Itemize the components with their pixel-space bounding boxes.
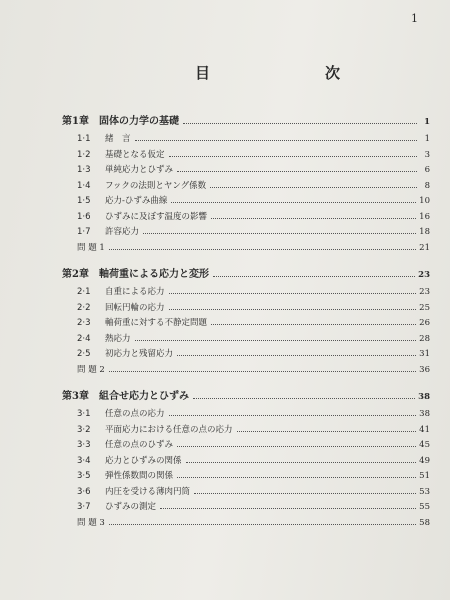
- section-number: 3·4: [77, 455, 91, 466]
- section-title: 弾性係数間の関係: [105, 471, 174, 481]
- dot-leader: [177, 171, 417, 172]
- section-entry: [77, 332, 430, 348]
- dot-leader: [177, 477, 416, 478]
- section-title: 単純応力とひずみ: [105, 165, 174, 175]
- section-entry: [77, 179, 430, 195]
- section-number: 3·5: [77, 471, 91, 481]
- section-page: 26: [419, 318, 430, 328]
- section-number: 1·7: [77, 227, 91, 237]
- dot-leader: [177, 355, 416, 356]
- section-title: 内圧を受ける薄肉円筒: [105, 486, 191, 497]
- section-page: 55: [419, 502, 430, 512]
- section-title: 応力-ひずみ曲線: [105, 196, 168, 206]
- problems-page: 21: [419, 242, 430, 253]
- section-entry: [77, 469, 430, 485]
- section-number: 3·1: [77, 409, 91, 419]
- section-title: 応力とひずみの関係: [105, 455, 182, 466]
- section-page: 28: [419, 333, 430, 344]
- section-page: 8: [424, 180, 430, 191]
- section-page: 3: [424, 149, 430, 160]
- section-page: 41: [419, 424, 430, 435]
- section-number: 3·3: [77, 440, 91, 450]
- section-number: 1·1: [77, 134, 91, 144]
- section-entry: [77, 301, 430, 317]
- section-number: 1·6: [77, 211, 91, 222]
- section-page: 49: [419, 455, 430, 466]
- dot-leader: [169, 156, 417, 157]
- dot-leader: [169, 309, 417, 310]
- section-entry: [77, 407, 430, 423]
- section-title: ひずみに及ぼす温度の影響: [105, 211, 208, 222]
- section-number: 2·3: [77, 318, 91, 328]
- section-number: 2·2: [77, 302, 91, 313]
- dot-leader: [237, 431, 417, 432]
- dot-leader: [194, 493, 416, 494]
- dot-leader: [135, 340, 417, 341]
- section-title: 基礎となる仮定: [105, 149, 165, 160]
- problems-page: 36: [419, 364, 430, 375]
- section-entry: [77, 148, 430, 164]
- section-title: 回転円輪の応力: [105, 302, 165, 313]
- chapter-title: 第1章 固体の力学の基礎: [62, 116, 179, 127]
- problems-label: 問 題 2: [77, 364, 105, 375]
- section-entry: [77, 485, 430, 501]
- chapter-title: 第2章 軸荷重による応力と変形: [62, 269, 209, 280]
- section-number: 1·5: [77, 196, 91, 206]
- chapter-page: 1: [424, 117, 430, 127]
- section-title: 緒 言: [105, 134, 131, 144]
- section-page: 1: [424, 134, 430, 144]
- dot-leader: [210, 187, 417, 188]
- problems-label: 問 題 1: [77, 242, 105, 253]
- section-number: 2·4: [77, 333, 91, 344]
- section-number: 3·2: [77, 424, 91, 435]
- section-title: 軸荷重に対する不静定問題: [105, 318, 208, 328]
- dot-leader: [211, 218, 416, 219]
- dot-leader: [213, 276, 415, 277]
- dot-leader: [186, 462, 417, 463]
- section-entry: [77, 132, 430, 148]
- section-title: 任意の点のひずみ: [105, 440, 174, 450]
- section-title: 熱応力: [105, 333, 131, 344]
- table-of-contents: [62, 112, 430, 531]
- dot-leader: [171, 202, 416, 203]
- section-entry: [77, 163, 430, 179]
- dot-leader: [169, 415, 417, 416]
- chapter-page: 38: [418, 392, 430, 402]
- section-page: 23: [419, 287, 430, 297]
- section-title: フックの法則とヤング係数: [105, 180, 207, 191]
- dot-leader: [177, 446, 416, 447]
- dot-leader: [169, 293, 417, 294]
- section-number: 1·3: [77, 165, 91, 175]
- dot-leader: [193, 398, 415, 399]
- section-entry: [77, 500, 430, 516]
- section-entry: [77, 225, 430, 241]
- section-number: 2·1: [77, 287, 91, 297]
- section-page: 45: [419, 440, 430, 450]
- section-entry: [77, 347, 430, 363]
- section-page: 53: [419, 486, 430, 497]
- section-number: 1·4: [77, 180, 91, 191]
- section-title: 初応力と残留応力: [105, 349, 174, 359]
- problems-label: 問 題 3: [77, 517, 105, 528]
- section-page: 38: [419, 409, 430, 419]
- section-page: 10: [419, 196, 430, 206]
- dot-leader: [211, 324, 416, 325]
- section-title: ひずみの測定: [105, 502, 157, 512]
- section-entry: [77, 423, 430, 439]
- section-entry: [77, 285, 430, 301]
- section-entry: [77, 194, 430, 210]
- section-title: 平面応力における任意の点の応力: [105, 424, 233, 435]
- dot-leader: [160, 508, 416, 509]
- section-title: 自重による応力: [105, 287, 165, 297]
- section-entry: [77, 210, 430, 226]
- section-number: 3·7: [77, 502, 91, 512]
- section-page: 16: [419, 211, 430, 222]
- section-entry: [77, 454, 430, 470]
- dot-leader: [109, 524, 416, 525]
- section-page: 25: [419, 302, 430, 313]
- section-title: 任意の点の応力: [105, 409, 165, 419]
- problems-entry: [77, 516, 430, 532]
- dot-leader: [143, 233, 416, 234]
- chapter-page: 23: [418, 270, 430, 280]
- section-entry: [77, 316, 430, 332]
- dot-leader: [109, 371, 416, 372]
- section-page: 31: [419, 349, 430, 359]
- section-page: 18: [419, 227, 430, 237]
- problems-entry: [77, 241, 430, 257]
- section-entry: [77, 438, 430, 454]
- section-page: 6: [424, 165, 430, 175]
- chapter-entry: [62, 112, 430, 132]
- chapter-entry: [62, 265, 430, 285]
- section-title: 許容応力: [105, 227, 140, 237]
- page-number: 1: [411, 12, 418, 25]
- dot-leader: [109, 249, 416, 250]
- problems-page: 58: [419, 517, 430, 528]
- toc-title: 目 次: [195, 64, 391, 82]
- dot-leader: [183, 123, 417, 124]
- section-number: 3·6: [77, 486, 91, 497]
- chapter-title: 第3章 組合せ応力とひずみ: [62, 391, 189, 402]
- chapter-entry: [62, 387, 430, 407]
- section-page: 51: [419, 471, 430, 481]
- section-number: 2·5: [77, 349, 91, 359]
- section-number: 1·2: [77, 149, 91, 160]
- problems-entry: [77, 363, 430, 379]
- dot-leader: [135, 140, 417, 141]
